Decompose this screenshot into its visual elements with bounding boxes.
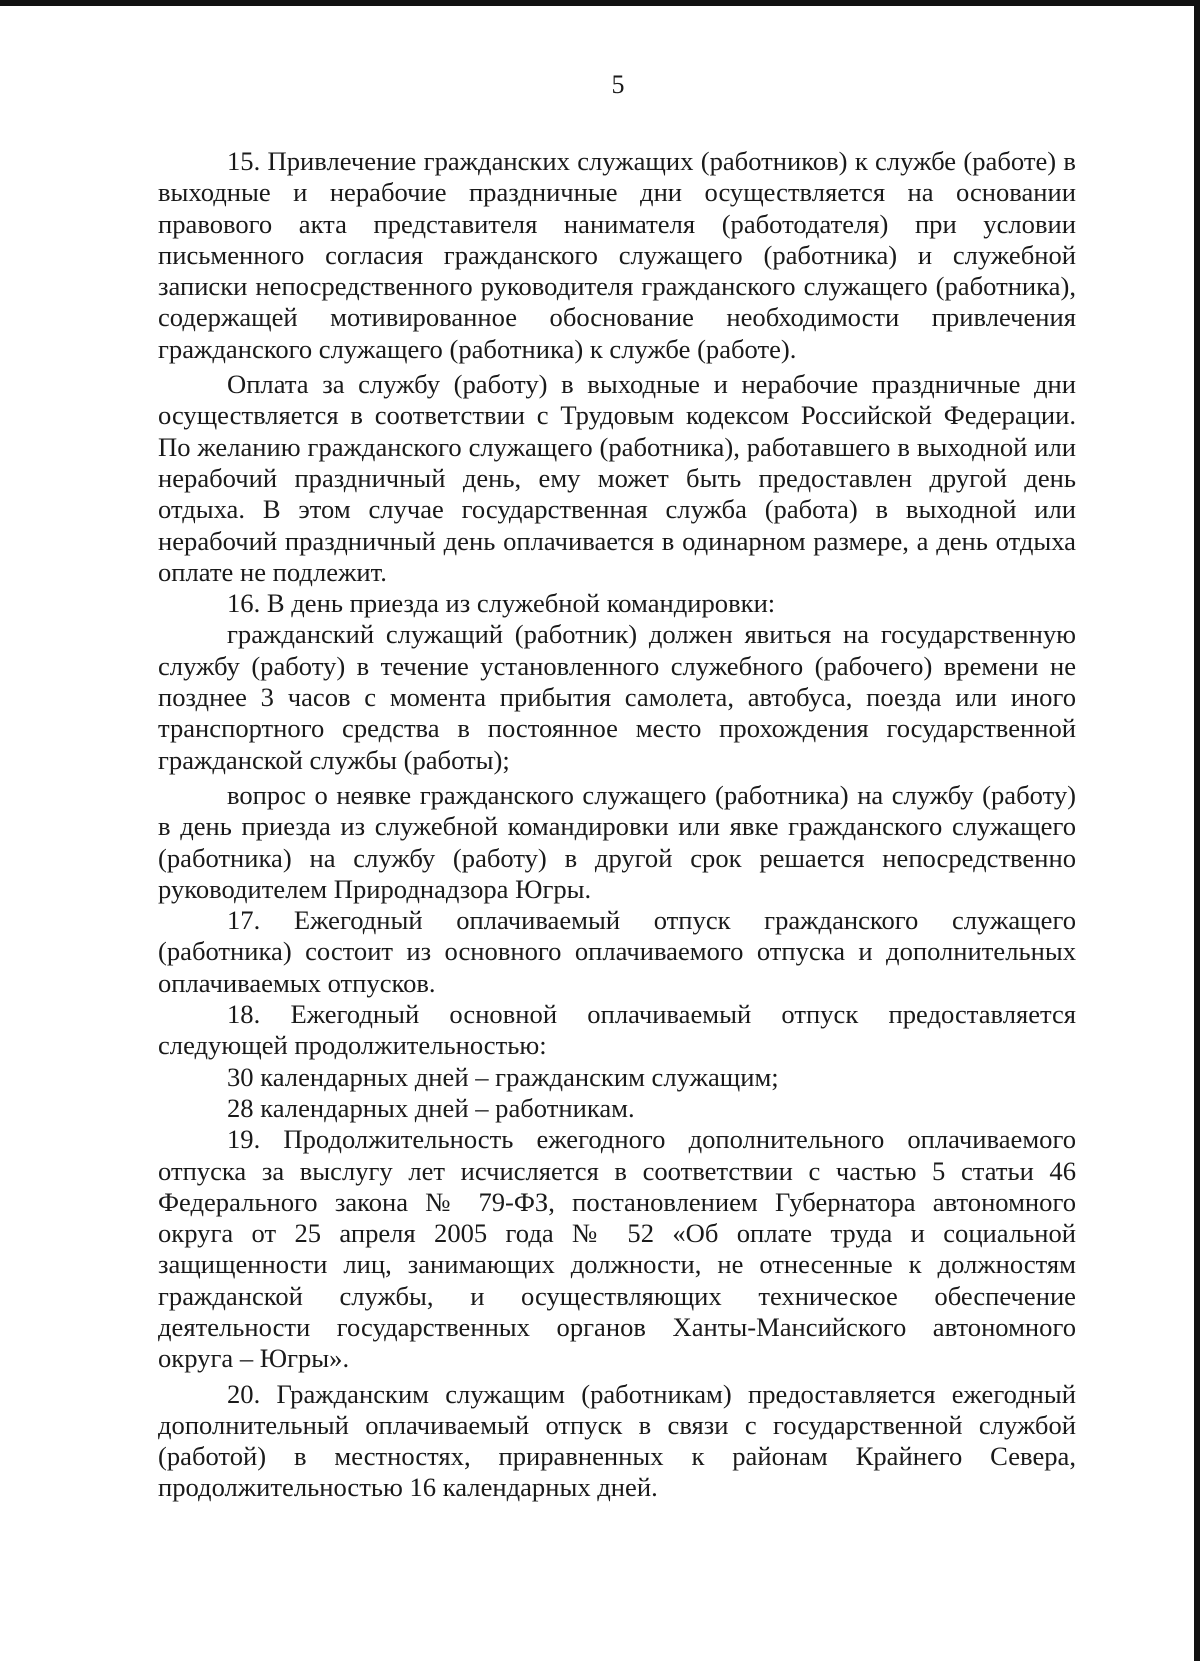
paragraph-15: 15. Привлечение гражданских служащих (работников) к службе (работе) в выходные и нерабочие праздничные дни осуществляется на основании правового акта представителя нанимателя (работодателя) при условии письменного согласия гражданского служащего (работника) и служебной записки непосредственного руководителя гражданского служащего (работника), содержащей мотивированное обоснование необходимости привлечения гражданского служащего (работника) к службе (работе). — [158, 146, 1076, 364]
paragraph-17: 17. Ежегодный оплачиваемый отпуск гражданского служащего (работника) состоит из основного оплачиваемого отпуска и дополнительных оплачиваемых отпусков. — [158, 905, 1076, 998]
paragraph-18-item-1: 30 календарных дней – гражданским служащим; — [227, 1061, 779, 1092]
document-body — [158, 146, 1076, 1504]
paragraph-19: 19. Продолжительность ежегодного дополнительного оплачиваемого отпуска за выслугу лет исчисляется в соответствии с частью 5 статьи 46 Федерального закона № 79-ФЗ, постановлением Губернатора автономного округа от 25 апреля 2005 года № 52 «Об оплате труда и социальной защищенности лиц, занимающих должности, не отнесенные к должностям гражданской службы, и осуществляющих техническое обеспечение деятельности государственных органов Ханты-Мансийского автономного округа – Югры». — [158, 1124, 1076, 1374]
paragraph-18: 18. Ежегодный основной оплачиваемый отпуск предоставляется следующей продолжительностью: — [158, 999, 1076, 1061]
paragraph-20: 20. Гражданским служащим (работникам) предоставляется ежегодный дополнительный оплачиваемый отпуск в связи с государственной службой (работой) в местностях, приравненных к районам Крайнего Севера, продолжительностью 16 календарных дней. — [158, 1378, 1076, 1503]
paragraph-15-payment: Оплата за службу (работу) в выходные и нерабочие праздничные дни осуществляется в соответствии с Трудовым кодексом Российской Федерации. По желанию гражданского служащего (работника), работавшего в выходной или нерабочий праздничный день, ему может быть предоставлен другой день отдыха. В этом случае государственная служба (работа) в выходной или нерабочий праздничный день оплачивается в одинарном размере, а день отдыха оплате не подлежит. — [158, 369, 1076, 587]
paragraph-16: 16. В день приезда из служебной командировки: — [227, 588, 776, 619]
paragraph-16-item-2: вопрос о неявке гражданского служащего (работника) на службу (работу) в день приезда из служебной командировки или явке гражданского служащего (работника) на службу (работу) в другой срок решается непосредственно руководителем Природнадзора Югры. — [158, 779, 1076, 904]
paragraph-16-item-1: гражданский служащий (работник) должен явиться на государственную службу (работу) в течение установленного служебного (рабочего) времени не позднее 3 часов с момента прибытия самолета, автобуса, поезда или иного транспортного средства в постоянное место прохождения государственной гражданской службы (работы); — [158, 619, 1076, 775]
page-number: 5 — [611, 70, 625, 99]
paragraph-18-item-2: 28 календарных дней – работникам. — [227, 1092, 635, 1123]
